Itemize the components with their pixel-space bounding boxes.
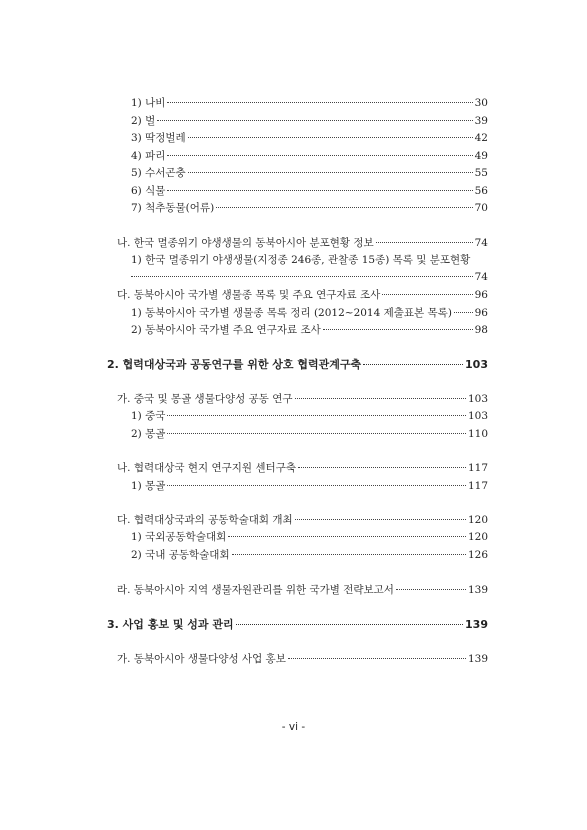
toc-entry-label: 가. 중국 및 몽골 생물다양성 공동 연구 [117,393,293,405]
toc-entry[interactable] [131,149,488,163]
toc-section[interactable] [107,618,488,632]
toc-entry[interactable] [131,184,488,198]
toc-entry-page: 103 [467,393,488,405]
toc-entry-page: 39 [474,115,488,127]
toc-entry-label: 나. 협력대상국 현지 연구지원 센터구축 [117,462,296,474]
dot-leader [236,624,463,625]
toc-entry-page: 139 [467,584,488,596]
toc-entry-page: 55 [474,167,488,179]
dot-leader [167,485,466,486]
page-number: - vi - [281,721,306,733]
toc-entry-label: 1) 나비 [131,97,166,109]
toc-entry-label: 2) 벌 [131,115,156,127]
toc-entry-page: 120 [467,514,488,526]
toc-entry-label: 1) 몽골 [131,480,166,492]
toc-section[interactable] [107,358,488,372]
toc-entry[interactable] [131,323,488,337]
toc-entry-page: 117 [467,480,488,492]
toc-entry[interactable] [131,114,488,128]
dot-leader [295,398,466,399]
dot-leader [167,102,472,103]
toc-entry-label: 3) 딱정벌레 [131,132,186,144]
toc-entry-page: 117 [467,462,488,474]
toc-entry-label: 7) 척추동물(어류) [131,202,215,214]
dot-leader [323,329,473,330]
dot-leader [228,536,466,537]
toc-entry-page: 42 [474,132,488,144]
toc-entry-label: 1) 중국 [131,410,166,422]
toc-entry[interactable] [117,236,488,250]
dot-leader [454,312,473,313]
toc-entry[interactable] [131,166,488,180]
dot-leader [382,294,472,295]
toc-section-page: 103 [465,358,488,371]
dot-leader [167,433,466,434]
dot-leader [376,242,473,243]
toc-entry-label: 라. 동북아시아 지역 생물자원관리를 위한 국가별 전략보고서 [117,584,394,596]
dot-leader [295,519,466,520]
toc-entry-page: 120 [467,531,488,543]
toc-entry[interactable] [131,409,488,423]
toc-entry-page: 96 [474,307,488,319]
toc-entry-page: 74 [474,271,488,283]
toc-entry[interactable] [117,513,488,527]
toc-entry-label: 나. 한국 멸종위기 야생생물의 동북아시아 분포현황 정보 [117,237,374,249]
toc-entry[interactable] [131,306,488,320]
toc-entry-label: 1) 국외공동학술대회 [131,531,227,543]
toc-entry-label: 6) 식물 [131,185,166,197]
dot-leader [188,137,473,138]
toc-entry[interactable] [131,270,488,284]
toc-entry[interactable] [131,530,488,544]
toc-entry[interactable] [131,201,488,215]
dot-leader [131,276,473,277]
toc-entry-label: 2) 동북아시아 국가별 주요 연구자료 조사 [131,324,321,336]
dot-leader [288,658,466,659]
dot-leader [167,415,466,416]
toc-entry-page: 49 [474,150,488,162]
dot-leader [157,120,472,121]
toc-entry[interactable] [131,131,488,145]
toc-entry-page: 74 [474,237,488,249]
toc-entry[interactable] [117,288,488,302]
toc-entry-label: 4) 파리 [131,150,166,162]
toc-section-label: 3. 사업 홍보 및 성과 관리 [107,618,234,631]
toc-entry-page: 96 [474,289,488,301]
toc-entry[interactable] [117,392,488,406]
toc-section-label: 2. 협력대상국과 공동연구를 위한 상호 협력관계구축 [107,358,362,371]
toc-entry-page: 139 [467,653,488,665]
toc-entry-page: 56 [474,185,488,197]
toc-entry-page: 110 [467,428,488,440]
dot-leader [298,467,466,468]
toc-entry[interactable] [131,427,488,441]
toc-entry-label[interactable]: 1) 한국 멸종위기 야생생물(지정종 246종, 관찰종 15종) 목록 및 분포현황 [131,254,471,266]
dot-leader [216,207,472,208]
toc-entry-label: 다. 협력대상국과의 공동학술대회 개최 [117,514,293,526]
dot-leader [396,589,466,590]
toc-entry[interactable] [117,461,488,475]
toc-entry[interactable] [131,96,488,110]
toc-entry-label: 2) 국내 공동학술대회 [131,549,230,561]
dot-leader [232,554,466,555]
toc-entry-page: 98 [474,324,488,336]
toc-entry-label: 1) 동북아시아 국가별 생물종 목록 정리 (2012~2014 제출표본 목록) [131,307,452,319]
dot-leader [167,155,472,156]
toc-entry-label: 5) 수서곤충 [131,167,186,179]
toc-entry[interactable] [131,548,488,562]
toc-entry-label: 다. 동북아시아 국가별 생물종 목록 및 주요 연구자료 조사 [117,289,381,301]
toc-entry-label: 2) 몽골 [131,428,166,440]
toc-entry[interactable] [117,583,488,597]
toc-entry[interactable] [131,479,488,493]
toc-entry-page: 30 [474,97,488,109]
toc-entry-label: 가. 동북아시아 생물다양성 사업 홍보 [117,653,286,665]
toc-entry[interactable] [117,652,488,666]
toc-entry-page: 126 [467,549,488,561]
toc-entry-page: 70 [474,202,488,214]
toc-section-page: 139 [465,618,488,631]
toc-entry-page: 103 [467,410,488,422]
dot-leader [188,172,473,173]
dot-leader [167,190,472,191]
dot-leader [363,364,463,365]
